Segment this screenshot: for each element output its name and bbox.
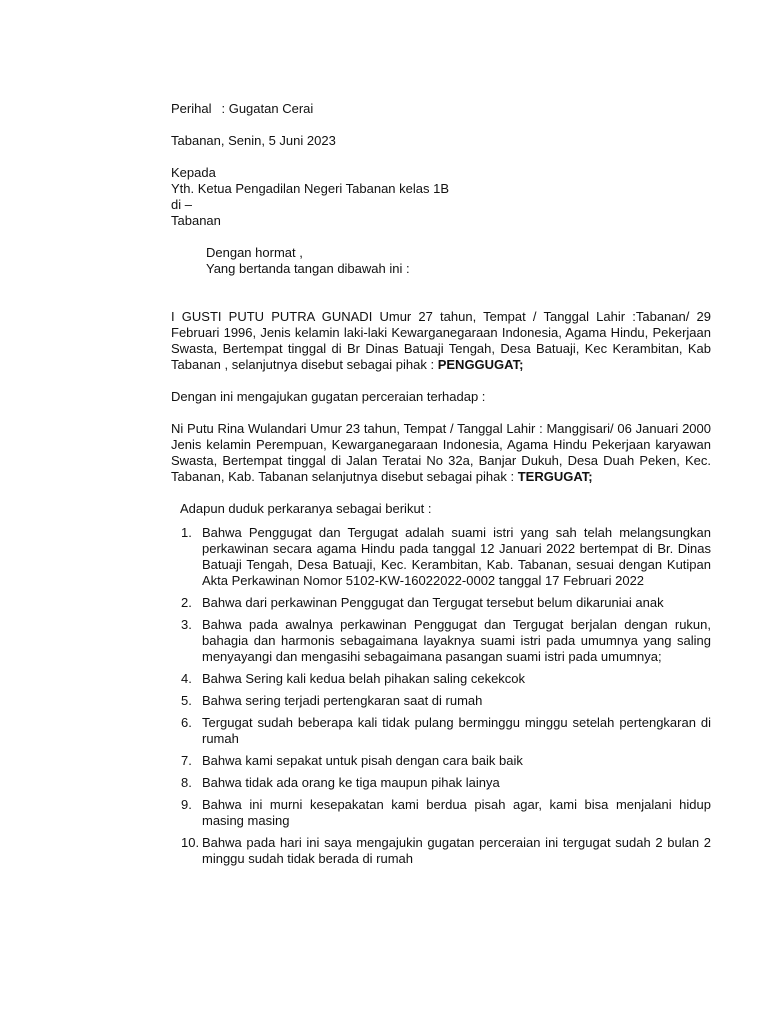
recipient-line-4: Tabanan xyxy=(171,213,221,228)
greeting-line-2: Yang bertanda tangan dibawah ini : xyxy=(206,261,410,276)
plaintiff-paragraph xyxy=(171,309,711,373)
list-item xyxy=(181,715,711,747)
defendant-paragraph xyxy=(171,421,711,485)
greeting-line-1: Dengan hormat , xyxy=(206,245,303,260)
item-text: Bahwa sering terjadi pertengkaran saat di rumah xyxy=(202,693,483,708)
item-number: 6. xyxy=(181,715,192,730)
list-item xyxy=(181,753,711,769)
case-items-list xyxy=(181,525,711,873)
item-number: 2. xyxy=(181,595,192,610)
recipient-line-1: Kepada xyxy=(171,165,216,180)
intro-line: Dengan ini mengajukan gugatan perceraian terhadap : xyxy=(171,389,486,404)
perihal-label: Perihal xyxy=(171,101,212,116)
list-item xyxy=(181,797,711,829)
list-item xyxy=(181,835,711,867)
item-number: 5. xyxy=(181,693,192,708)
list-item xyxy=(181,525,711,589)
list-item xyxy=(181,775,711,791)
perihal-separator: : xyxy=(221,101,226,116)
recipient-block xyxy=(171,165,711,229)
plaintiff-role: PENGGUGAT; xyxy=(437,357,524,372)
list-item xyxy=(181,671,711,687)
item-text: Bahwa pada awalnya perkawinan Penggugat dan Tergugat berjalan dengan rukun, bahagia dan harmonis sebagaimana layaknya suami istri pada umumnya yang saling menyayangi dan mengasihi sebagaimana pasangan suami istri pada umumnya; xyxy=(202,617,711,664)
item-number: 1. xyxy=(181,525,192,540)
item-number: 3. xyxy=(181,617,192,632)
item-text: Bahwa Sering kali kedua belah pihakan saling cekekcok xyxy=(202,671,526,686)
defendant-role: TERGUGAT; xyxy=(517,469,593,484)
list-item xyxy=(181,693,711,709)
item-text: Bahwa pada hari ini saya mengajukin gugatan perceraian ini tergugat sudah 2 bulan 2 minggu sudah tidak berada di rumah xyxy=(202,835,711,866)
item-text: Bahwa kami sepakat untuk pisah dengan cara baik baik xyxy=(202,753,523,768)
recipient-line-3: di – xyxy=(171,197,192,212)
case-intro: Adapun duduk perkaranya sebagai berikut : xyxy=(180,501,432,516)
perihal-line xyxy=(171,101,711,117)
list-item xyxy=(181,595,711,611)
perihal-value: Gugatan Cerai xyxy=(228,101,314,116)
item-text: Bahwa ini murni kesepakatan kami berdua pisah agar, kami bisa menjalani hidup masing masing xyxy=(202,797,711,828)
greeting-block xyxy=(171,245,746,277)
date-line: Tabanan, Senin, 5 Juni 2023 xyxy=(171,133,336,148)
item-number: 10. xyxy=(181,835,200,850)
recipient-line-2: Yth. Ketua Pengadilan Negeri Tabanan kelas 1B xyxy=(171,181,450,196)
item-number: 8. xyxy=(181,775,192,790)
item-number: 7. xyxy=(181,753,192,768)
item-number: 4. xyxy=(181,671,192,686)
item-text: Tergugat sudah beberapa kali tidak pulang berminggu minggu setelah pertengkaran di rumah xyxy=(202,715,711,746)
plaintiff-text: I GUSTI PUTU PUTRA GUNADI Umur 27 tahun, Tempat / Tanggal Lahir :Tabanan/ 29 Februari 1996, Jenis kelamin laki-laki Kewarganegaraan Indonesia, Agama Hindu, Pekerjaan Swasta, Bertempat tinggal di Br Dinas Batuaji Tengah, Desa Batuaji, Kec Kerambitan, Kab Tabanan , selanjutnya disebut sebagai pihak : xyxy=(171,309,711,372)
item-text: Bahwa tidak ada orang ke tiga maupun pihak lainya xyxy=(202,775,500,790)
defendant-text: Ni Putu Rina Wulandari Umur 23 tahun, Tempat / Tanggal Lahir : Manggisari/ 06 Januari 2000 Jenis kelamin Perempuan, Kewarganegaraan Indonesia, Agama Hindu Pekerjaan karyawan Swasta, Bertempat tinggal di Jalan Teratai No 32a, Banjar Dukuh, Desa Duah Peken, Kec. Tabanan, Kab. Tabanan selanjutnya disebut sebagai pihak : xyxy=(171,421,711,484)
item-number: 9. xyxy=(181,797,192,812)
item-text: Bahwa dari perkawinan Penggugat dan Tergugat tersebut belum dikaruniai anak xyxy=(202,595,664,610)
list-item xyxy=(181,617,711,665)
item-text: Bahwa Penggugat dan Tergugat adalah suami istri yang sah telah melangsungkan perkawinan secara agama Hindu pada tanggal 12 Januari 2022 bertempat di Br. Dinas Batuaji Tengah, Desa Batuaji, Kec. Kerambitan, Kab. Tabanan, sesuai dengan Kutipan Akta Perkawinan Nomor 5102-KW-16022022-0002 tanggal 17 Februari 2022 xyxy=(202,525,711,588)
